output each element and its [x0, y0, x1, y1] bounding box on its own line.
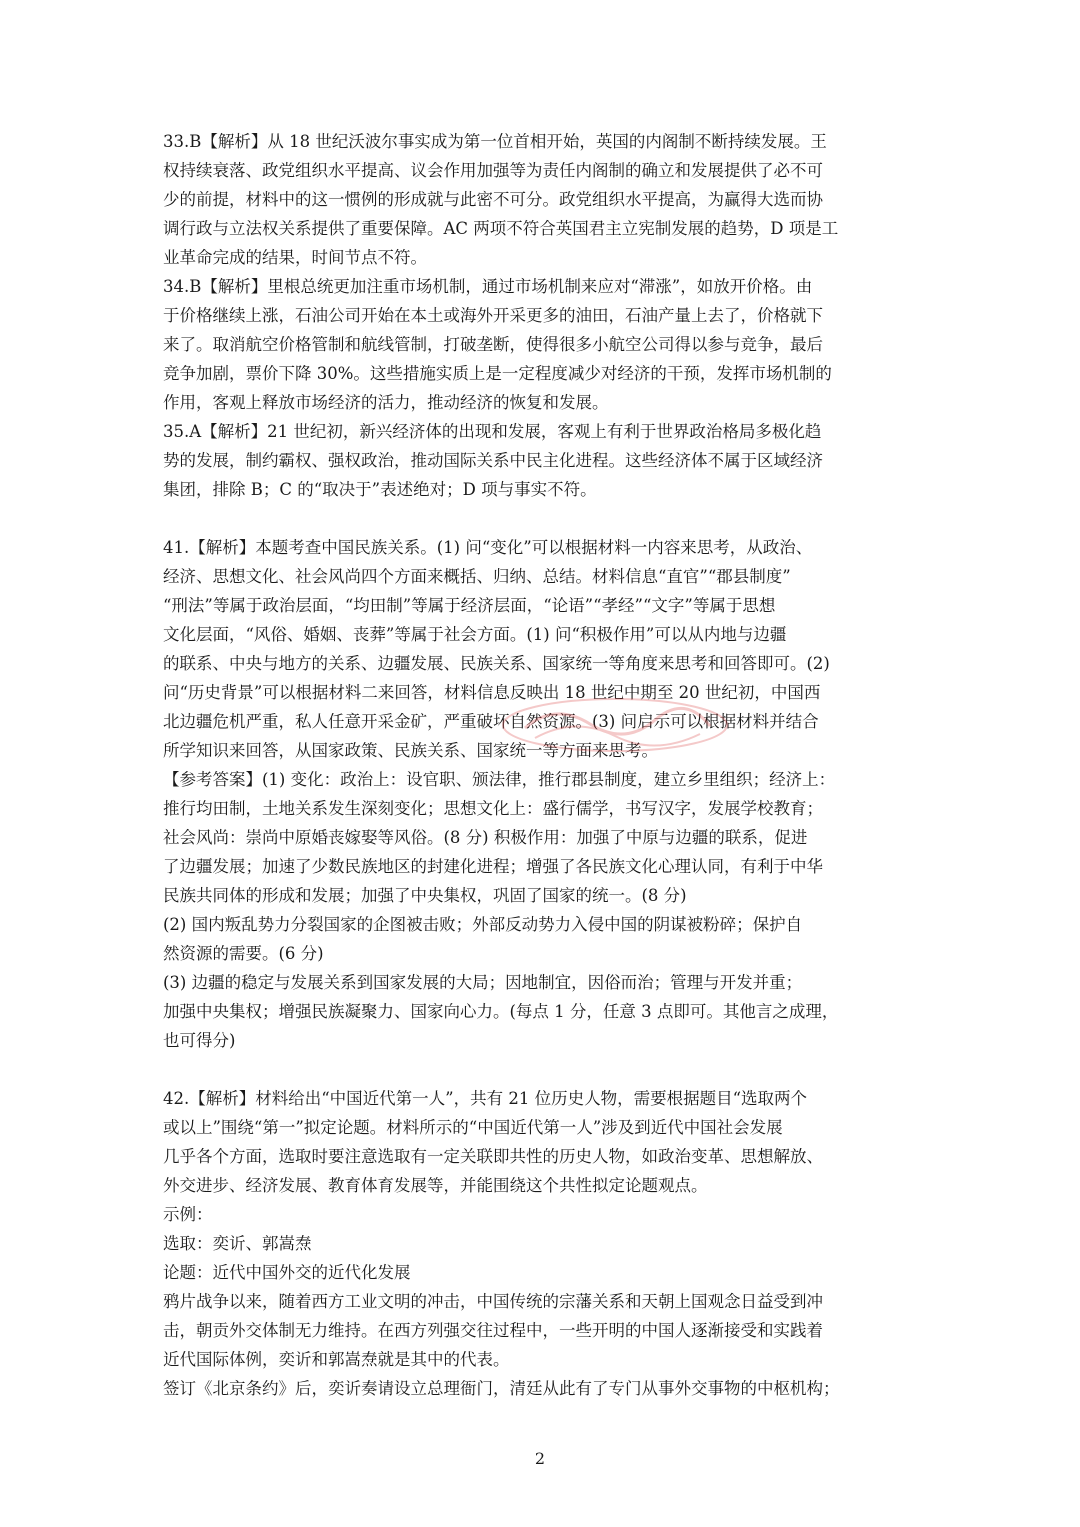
- text-line: 了边疆发展；加速了少数民族地区的封建化进程；增强了各民族文化心理认同，有利于中华: [163, 857, 823, 876]
- text-line: 选取：奕䜣、郭嵩焘: [163, 1234, 312, 1253]
- text-line: 示例：: [163, 1205, 213, 1224]
- text-line: 文化层面，“风俗、婚姻、丧葬”等属于社会方面。(1) 问“积极作用”可以从内地与边疆: [163, 625, 787, 644]
- text-line: 签订《北京条约》后，奕䜣奏请设立总理衙门，清廷从此有了专门从事外交事物的中枢机构；: [163, 1379, 840, 1398]
- text-line: 几乎各个方面，选取时要注意选取有一定关联即共性的历史人物，如政治变革、思想解放、: [163, 1147, 823, 1166]
- text-line: 然资源的需要。(6 分): [163, 944, 324, 963]
- text-line: 加强中央集权；增强民族凝聚力、国家向心力。(每点 1 分，任意 3 点即可。其他言之成理，: [163, 1002, 839, 1021]
- text-line: 外交进步、经济发展、教育体育发展等，并能围绕这个共性拟定论题观点。: [163, 1176, 708, 1195]
- section-gap: [163, 504, 919, 533]
- text-line: 于价格继续上涨，石油公司开始在本土或海外开采更多的油田，石油产量上去了，价格就下: [163, 306, 823, 325]
- text-line: 调行政与立法权关系提供了重要保障。AC 两项不符合英国君主立宪制发展的趋势，D 项是工: [163, 219, 839, 238]
- text-line: 少的前提，材料中的这一惯例的形成就与此密不可分。政党组织水平提高，为赢得大选而协: [163, 190, 823, 209]
- text-line: 所学知识来回答，从国家政策、民族关系、国家统一等方面来思考。: [163, 741, 658, 760]
- text-line: 的联系、中央与地方的关系、边疆发展、民族关系、国家统一等角度来思考和回答即可。(2): [163, 654, 830, 673]
- text-line: 近代国际体例，奕䜣和郭嵩焘就是其中的代表。: [163, 1350, 510, 1369]
- text-line: 论题：近代中国外交的近代化发展: [163, 1263, 411, 1282]
- answer-section-42: [163, 1084, 919, 1403]
- text-line: 击，朝贡外交体制无力维持。在西方列强交往过程中，一些开明的中国人逐渐接受和实践着: [163, 1321, 823, 1340]
- text-line: 41.【解析】本题考查中国民族关系。(1) 问“变化”可以根据材料一内容来思考，从政治、: [163, 538, 813, 557]
- text-line: 推行均田制，土地关系发生深刻变化；思想文化上：盛行儒学，书写汉字，发展学校教育；: [163, 799, 823, 818]
- text-line: 北边疆危机严重，私人任意开采金矿，严重破坏自然资源。(3) 问启示可以根据材料并结合: [163, 712, 819, 731]
- text-line: 集团，排除 B；C 的“取决于”表述绝对；D 项与事实不符。: [163, 480, 597, 499]
- answer-section-33: [163, 127, 919, 272]
- answer-section-34: [163, 272, 919, 417]
- text-line: 民族共同体的形成和发展；加强了中央集权，巩固了国家的统一。(8 分): [163, 886, 687, 905]
- text-line: 鸦片战争以来，随着西方工业文明的冲击，中国传统的宗藩关系和天朝上国观念日益受到冲: [163, 1292, 823, 1311]
- text-line: 33.B【解析】从 18 世纪沃波尔事实成为第一位首相开始，英国的内阁制不断持续发展。王: [163, 132, 827, 151]
- text-line: 权持续衰落、政党组织水平提高、议会作用加强等为责任内阁制的确立和发展提供了必不可: [163, 161, 823, 180]
- page-number: 2: [534, 1449, 546, 1468]
- text-line: (2) 国内叛乱势力分裂国家的企图被击败；外部反动势力入侵中国的阴谋被粉碎；保护自: [163, 915, 803, 934]
- text-line: 作用，客观上释放市场经济的活力，推动经济的恢复和发展。: [163, 393, 609, 412]
- text-line: 经济、思想文化、社会风尚四个方面来概括、归纳、总结。材料信息“直官”“郡县制度”: [163, 567, 791, 586]
- document-body: [163, 127, 919, 1403]
- text-line: 也可得分): [163, 1031, 236, 1050]
- text-line: 或以上”围绕“第一”拟定论题。材料所示的“中国近代第一人”涉及到近代中国社会发展: [163, 1118, 783, 1137]
- section-gap: [163, 1055, 919, 1084]
- text-line: 社会风尚：崇尚中原婚丧嫁娶等风俗。(8 分) 积极作用：加强了中原与边疆的联系，促进: [163, 828, 808, 847]
- text-line: 42.【解析】材料给出“中国近代第一人”，共有 21 位历史人物，需要根据题目“选取两个: [163, 1089, 808, 1108]
- text-line: (3) 边疆的稳定与发展关系到国家发展的大局；因地制宜，因俗而治；管理与开发并重；: [163, 973, 803, 992]
- text-line: 业革命完成的结果，时间节点不符。: [163, 248, 427, 267]
- text-line: 35.A【解析】21 世纪初，新兴经济体的出现和发展，客观上有利于世界政治格局多极化趋: [163, 422, 822, 441]
- text-line: 来了。取消航空价格管制和航线管制，打破垄断，使得很多小航空公司得以参与竞争，最后: [163, 335, 823, 354]
- text-line: 竞争加剧，票价下降 30%。这些措施实质上是一定程度减少对经济的干预，发挥市场机制的: [163, 364, 832, 383]
- answer-section-35: [163, 417, 919, 504]
- text-line: 【参考答案】(1) 变化：政治上：设官职、颁法律，推行郡县制度，建立乡里组织；经济上：: [163, 770, 836, 789]
- text-line: “刑法”等属于政治层面，“均田制”等属于经济层面，“论语”“孝经”“文字”等属于思想: [163, 596, 776, 615]
- text-line: 势的发展，制约霸权、强权政治，推动国际关系中民主化进程。这些经济体不属于区域经济: [163, 451, 823, 470]
- text-line: 34.B【解析】里根总统更加注重市场机制，通过市场机制来应对“滞涨”，如放开价格。由: [163, 277, 813, 296]
- answer-section-41: [163, 533, 919, 1055]
- text-line: 问“历史背景”可以根据材料二来回答，材料信息反映出 18 世纪中期至 20 世纪初，中国西: [163, 683, 821, 702]
